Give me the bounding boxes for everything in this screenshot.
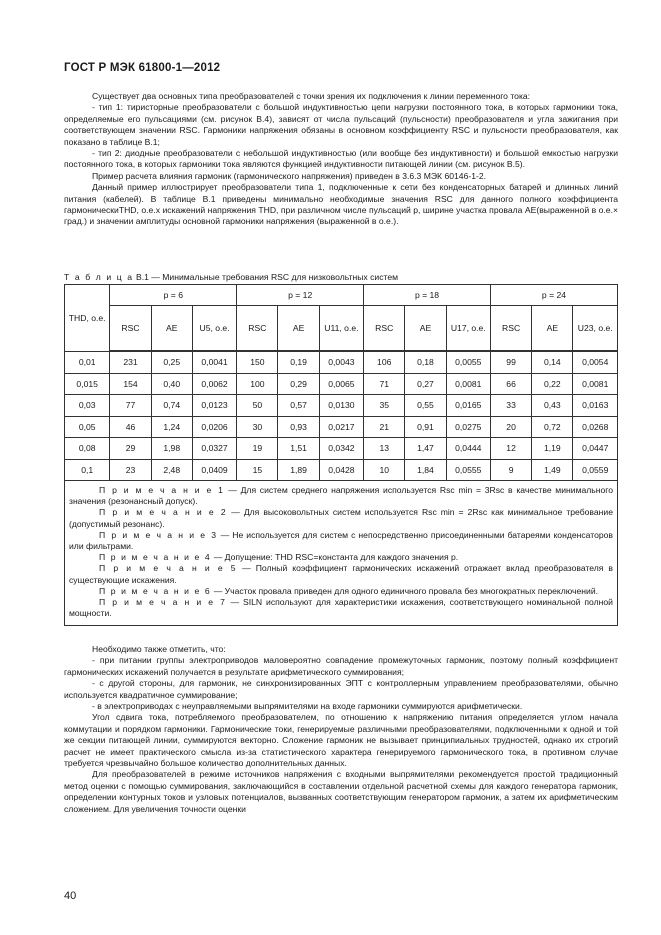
column-header: AE	[532, 306, 573, 352]
table-cell: 2,48	[151, 459, 192, 481]
note-label: П р и м е ч а н и е 2	[99, 507, 228, 518]
table-cell: 1,24	[151, 416, 192, 438]
table-cell: 1,89	[278, 459, 319, 481]
table-cell: 23	[110, 459, 151, 481]
table-cell: 0,0130	[319, 395, 363, 417]
table-cell: 0,0409	[192, 459, 236, 481]
table-cell: 0,0428	[319, 459, 363, 481]
column-header: RSC	[364, 306, 405, 352]
thd-cell: 0,03	[65, 395, 110, 417]
table-notes	[65, 481, 618, 626]
table-cell: 13	[364, 438, 405, 460]
table-cell: 9	[490, 459, 531, 481]
table-cell: 0,19	[278, 351, 319, 373]
table-cell: 154	[110, 373, 151, 395]
table-cell: 0,29	[278, 373, 319, 395]
table-cell: 99	[490, 351, 531, 373]
table-cell: 20	[490, 416, 531, 438]
thd-header: THD, о.е.	[65, 285, 110, 352]
table-row	[65, 351, 618, 373]
table-cell: 150	[237, 351, 278, 373]
table-cell: 0,0217	[319, 416, 363, 438]
column-header: U23, о.е.	[573, 306, 618, 352]
paragraph: - в электроприводах с неуправляемыми выпрямителями на входе гармоники суммируются арифметически.	[92, 701, 523, 712]
table-cell: 1,98	[151, 438, 192, 460]
table-cell: 0,22	[532, 373, 573, 395]
note-text: — Полный коэффициент гармонических искажений отражает вклад преобразователя в существующие искажения.	[69, 563, 613, 585]
table-row	[65, 373, 618, 395]
table-row	[65, 459, 618, 481]
table-cell: 0,0444	[446, 438, 490, 460]
intro-text	[64, 91, 618, 228]
table-cell: 0,74	[151, 395, 192, 417]
note-label: П р и м е ч а н и е 1	[99, 485, 225, 495]
column-header: RSC	[237, 306, 278, 352]
table-cell: 106	[364, 351, 405, 373]
table-cell: 0,0327	[192, 438, 236, 460]
note-text: — Допущение: THD RSC=константа для каждого значения p.	[213, 552, 459, 563]
table-cell: 0,57	[278, 395, 319, 417]
table-cell: 0,0055	[446, 351, 490, 373]
note-text: — Для систем среднего напряжения используется Rsc min = 3Rsc в качестве минимального значения (резонансный допуск).	[69, 485, 613, 507]
column-header: U17, о.е.	[446, 306, 490, 352]
table-cell: 100	[237, 373, 278, 395]
table-cell: 46	[110, 416, 151, 438]
table-cell: 0,40	[151, 373, 192, 395]
paragraph: - при питании группы электроприводов маловероятно совпадение промежуточных гармоник, поэтому полный коэффициент гармонических искажений получается в результате арифметического суммирования;	[64, 655, 618, 677]
table-cell: 0,0559	[573, 459, 618, 481]
table-cell: 0,0555	[446, 459, 490, 481]
note-text: — Для высоковольтных систем используется Rsc min = 2Rsc как минимальное требование (допустимый резонанс).	[69, 507, 613, 529]
table-cell: 10	[364, 459, 405, 481]
table-cell: 66	[490, 373, 531, 395]
table-row	[65, 481, 618, 626]
note-text: — SILN используют для характеристики искажения, соответствующего номинальной полной мощности.	[69, 597, 613, 619]
table-note	[69, 563, 613, 585]
thd-cell: 0,08	[65, 438, 110, 460]
table-cell: 0,0163	[573, 395, 618, 417]
table-cell: 0,0054	[573, 351, 618, 373]
paragraph: - тип 2: диодные преобразователи с небольшой индуктивностью (или вообще без индуктивности) и большой емкостью нагрузки постоянного тока, в которых гармоники тока являются функцией индуктивности питающей линии (см. рисунок В.5).	[64, 148, 618, 170]
thd-cell: 0,01	[65, 351, 110, 373]
table-cell: 0,0342	[319, 438, 363, 460]
pulse-header: p = 6	[110, 285, 237, 306]
pulse-header: p = 12	[237, 285, 364, 306]
table-cell: 0,0165	[446, 395, 490, 417]
table-caption-label: Т а б л и ц а	[64, 272, 134, 282]
table-cell: 0,14	[532, 351, 573, 373]
table-cell: 1,84	[405, 459, 446, 481]
table-cell: 0,0043	[319, 351, 363, 373]
thd-cell: 0,015	[65, 373, 110, 395]
note-label: П р и м е ч а н и е 3	[99, 529, 218, 540]
table-cell: 15	[237, 459, 278, 481]
table-cell: 0,55	[405, 395, 446, 417]
column-header: AE	[278, 306, 319, 352]
table-cell: 33	[490, 395, 531, 417]
document-header: ГОСТ Р МЭК 61800-1—2012	[64, 62, 221, 74]
note-text: — Участок провала приведен для одного единичного провала без многократных переключений.	[213, 585, 599, 596]
column-header: U5, о.е.	[192, 306, 236, 352]
table-cell: 0,0081	[573, 373, 618, 395]
table-cell: 1,47	[405, 438, 446, 460]
page-number: 40	[64, 890, 77, 902]
table-note	[69, 530, 613, 552]
column-header: AE	[151, 306, 192, 352]
note-label: П р и м е ч а н и е 6	[99, 585, 212, 596]
paragraph: Для преобразователей в режиме источников напряжения с входными выпрямителями рекомендуется простой традиционный метод оценки с помощью суммирования, заключающийся в составлении отдельной расчетной схемы для каждого генератора гармоник, определении контурных токов и узловых потенциалов, вызванных соответствующим генератором гармоник, а затем их арифметическим сложением. Для увеличения точности оценки	[64, 769, 618, 814]
table-cell: 0,0447	[573, 438, 618, 460]
thd-cell: 0,05	[65, 416, 110, 438]
table-cell: 0,0065	[319, 373, 363, 395]
column-header: U11, о.е.	[319, 306, 363, 352]
table-cell: 19	[237, 438, 278, 460]
table-cell: 0,27	[405, 373, 446, 395]
conclusion-text	[64, 644, 618, 815]
table-cell: 0,0081	[446, 373, 490, 395]
table-cell: 71	[364, 373, 405, 395]
table-cell: 231	[110, 351, 151, 373]
table-cell: 0,0275	[446, 416, 490, 438]
table-cell: 35	[364, 395, 405, 417]
table-cell: 0,93	[278, 416, 319, 438]
note-text: — Не используется для систем с непосредственно присоединенными батареями конденсаторов или фильтрами.	[69, 529, 613, 552]
pulse-header: p = 24	[490, 285, 617, 306]
table-cell: 0,91	[405, 416, 446, 438]
paragraph: Угол сдвига тока, потребляемого преобразователем, по отношению к напряжению питания определяется углом начала коммутации и порядком гармоники. Гармонические токи, генерируемые различными преобразователями, подключенными к одной и той же секции питающей линии, суммируются векторно. Сложение гармоник не вызывает принципиальных трудностей, однако их строгий расчет не имеет практического смысла из-за статистического характера генерируемого гармонического тока, в противном случае требуется чрезвычайно большое количество дополнительных данных.	[64, 712, 618, 769]
table-cell: 77	[110, 395, 151, 417]
column-header: RSC	[490, 306, 531, 352]
paragraph: Данный пример иллюстрирует преобразователи типа 1, подключенные к сети без конденсаторных батарей и длинных линий питания (кабелей). В таблице В.1 приведены минимально необходимые значения RSC для данного полного коэффициента гармоническиTHD, о.е.х искажений напряжения THD, при различном числе пульсаций p, ширине участка провала AE(выраженной в о.е.× град.) и значении амплитуды основной гармоники напряжения (выраженной в о.е.).	[64, 182, 618, 227]
table-cell: 0,0062	[192, 373, 236, 395]
paragraph: - тип 1: тиристорные преобразователи с большой индуктивностью цепи нагрузки постоянного тока, в которых гармоники тока, определяемые его пульсациями (см. рисунок В.4), зависят от числа пульсаций (пульсности) преобразователя и угла зажигания при соответствующем значении RSC. Гармоники напряжения обязаны в основном коэффициенту RSC и пульсности преобразователя, как показано в таблице В.1;	[64, 102, 618, 147]
table-cell: 12	[490, 438, 531, 460]
table-cell: 0,0206	[192, 416, 236, 438]
table-caption	[64, 272, 398, 282]
column-header: RSC	[110, 306, 151, 352]
paragraph: Необходимо также отметить, что:	[92, 644, 226, 654]
table-cell: 1,49	[532, 459, 573, 481]
column-header: AE	[405, 306, 446, 352]
table-cell: 29	[110, 438, 151, 460]
table-cell: 1,51	[278, 438, 319, 460]
thd-cell: 0,1	[65, 459, 110, 481]
paragraph: Существует два основных типа преобразователей с точки зрения их подключения к линии переменного тока:	[92, 91, 531, 101]
table-cell: 50	[237, 395, 278, 417]
table-note	[69, 485, 613, 507]
note-label: П р и м е ч а н и е 7	[99, 597, 227, 608]
table-caption-text: В.1 — Минимальные требования RSC для низковольтных систем	[135, 272, 399, 282]
paragraph: Пример расчета влияния гармоник (гармонического напряжения) приведен в 3.6.3 МЭК 60146-1-2.	[92, 170, 487, 181]
table-cell: 0,72	[532, 416, 573, 438]
table-cell: 30	[237, 416, 278, 438]
table-note	[69, 586, 613, 597]
table-row	[65, 395, 618, 417]
rsc-requirements-table	[64, 284, 618, 626]
table-cell: 0,0268	[573, 416, 618, 438]
table-note	[69, 597, 613, 619]
table-note	[69, 552, 613, 563]
table-cell: 21	[364, 416, 405, 438]
paragraph: - с другой стороны, для гармоник, не синхронизированных ЭПТ с контроллерным управлением преобразователями, обычно используется квадратичное суммирование;	[64, 678, 618, 700]
table-cell: 1,19	[532, 438, 573, 460]
note-label: П р и м е ч а н и е 4	[99, 552, 212, 563]
pulse-header: p = 18	[364, 285, 491, 306]
note-label: П р и м е ч а н и е 5	[99, 563, 238, 574]
table-cell: 0,25	[151, 351, 192, 373]
table-row	[65, 416, 618, 438]
table-row	[65, 438, 618, 460]
table-cell: 0,43	[532, 395, 573, 417]
table-cell: 0,0123	[192, 395, 236, 417]
table-cell: 0,0041	[192, 351, 236, 373]
table-note	[69, 507, 613, 529]
table-cell: 0,18	[405, 351, 446, 373]
